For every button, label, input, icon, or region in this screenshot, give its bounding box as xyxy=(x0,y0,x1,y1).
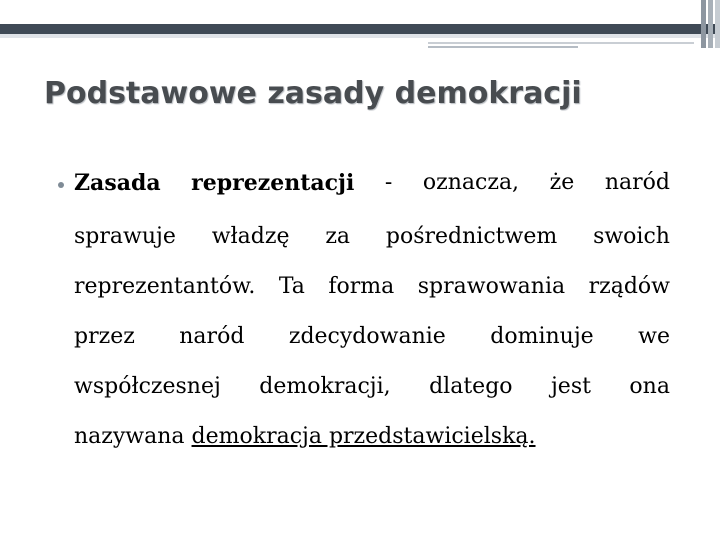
word: że xyxy=(549,170,575,195)
accent-line-short xyxy=(428,46,578,48)
slide-title: Podstawowe zasady demokracji xyxy=(44,76,582,111)
word: władzę xyxy=(211,224,290,249)
word: we xyxy=(638,324,670,349)
word: pośrednictwem xyxy=(385,224,558,249)
body-line-3 xyxy=(74,274,670,299)
word: zdecydowanie xyxy=(288,324,446,349)
bullet-icon xyxy=(58,182,64,188)
word: forma xyxy=(328,274,395,299)
word: rządów xyxy=(588,274,670,299)
corner-stripes xyxy=(694,0,720,48)
body-line-1 xyxy=(74,170,670,196)
body-line-2 xyxy=(74,224,670,249)
word: oznacza, xyxy=(422,170,520,195)
word: sprawuje xyxy=(74,224,176,249)
word: dlatego xyxy=(429,374,513,399)
header-bar-highlight xyxy=(0,34,720,38)
word: swoich xyxy=(593,224,670,249)
word: - xyxy=(384,170,393,195)
word: reprezentacji xyxy=(191,170,355,196)
header-bar xyxy=(0,24,720,34)
body-line-5 xyxy=(74,374,670,399)
word: przez xyxy=(74,324,135,349)
word: demokracji, xyxy=(259,374,391,399)
word: za xyxy=(325,224,351,249)
word: współczesnej xyxy=(74,374,221,399)
word: jest xyxy=(550,374,591,399)
word: naród xyxy=(179,324,245,349)
top-band xyxy=(0,0,720,24)
underlined-term: demokracja przedstawicielską. xyxy=(191,424,536,449)
word: reprezentantów. xyxy=(74,274,256,299)
line-prefix: nazywana xyxy=(74,424,192,449)
word: naród xyxy=(604,170,670,195)
word: ona xyxy=(629,374,670,399)
body-line-6 xyxy=(74,424,670,449)
word: sprawowania xyxy=(417,274,566,299)
body-line-4 xyxy=(74,324,670,349)
word: Ta xyxy=(278,274,305,299)
word: dominuje xyxy=(490,324,594,349)
accent-line xyxy=(428,42,694,44)
word: Zasada xyxy=(74,170,161,196)
